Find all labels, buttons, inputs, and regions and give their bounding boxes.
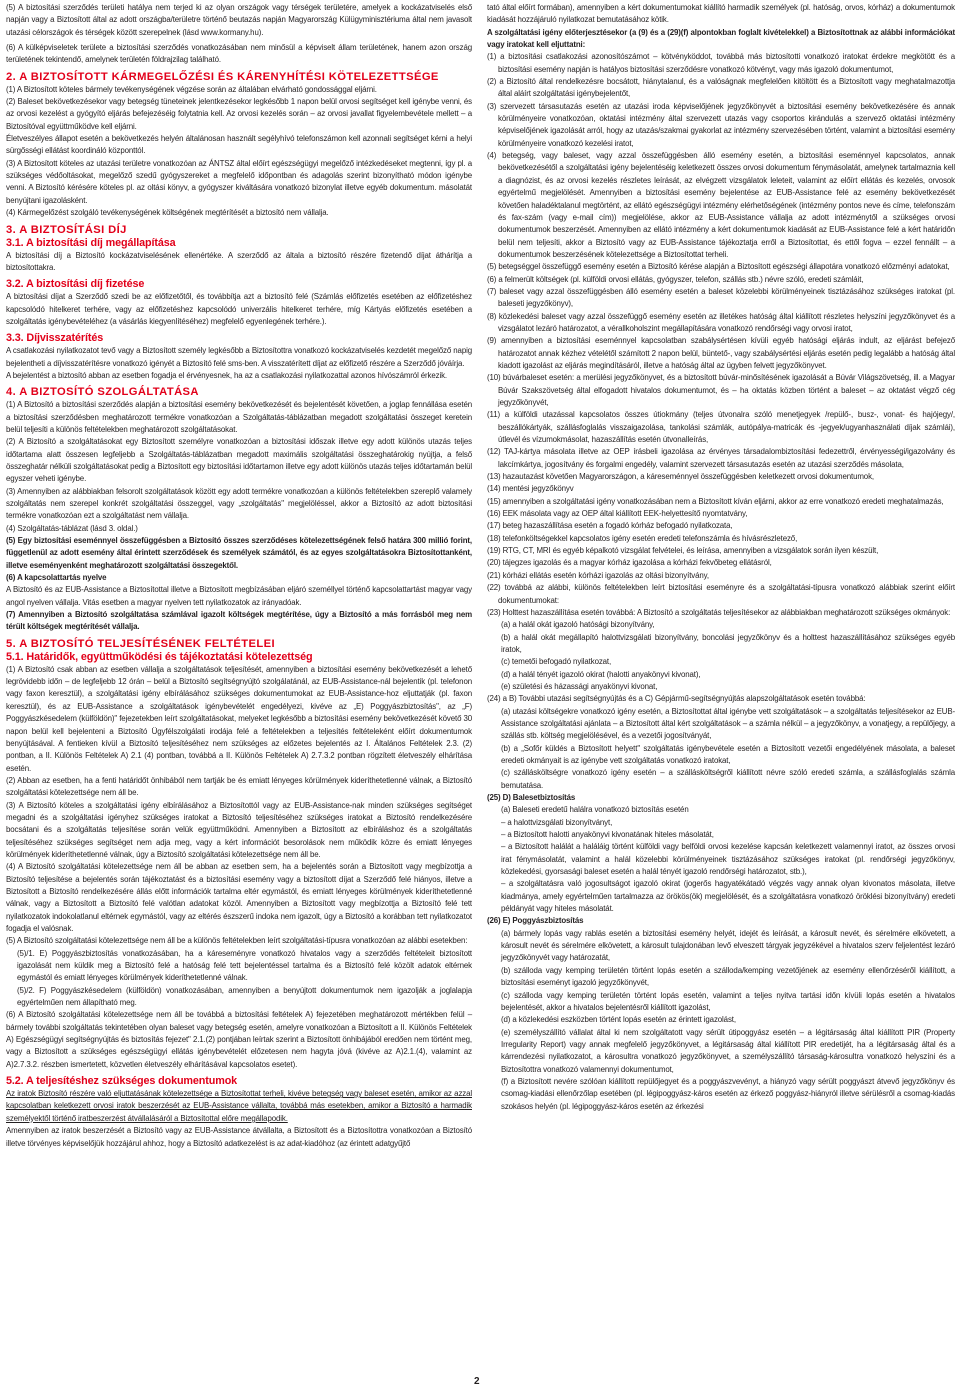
list-item: (c) szálloda vagy kemping területén történt lopás esetén, valamint a teljes nyitva tartási időn kívüli lopás esetén a hivatalos bejelentését, akkor a hivatalos bejelentésről kiállított igazolást, [501,990,955,1012]
paragraph: A Biztosító és az EUB-Assistance a Biztosítottal illetve a Biztosított megbízásában eljáró személlyel történő kapcsolattartást magyar vagy angol nyelven vállalja. Vitás esetben a magyar nyelven tett nyilatkozatok az irányadóak. [6,585,472,607]
list-item: (e) születési és házassági anyakönyvi kivonat, [501,681,658,691]
paragraph: Életveszélyes állapot esetén a bekövetkezés helyén általánosan használt segélyhívó telefonszámon kell azonnali segítséget kérni a helyi sürgősségi ellátást koordináló központtól. [6,134,472,156]
list-item: (11) a külföldi utazással kapcsolatos összes útiokmány (teljes útvonalra szóló menetjegyek /repülő-, busz-, vonat- és hajójegy/, beszállókártyák, szállásfoglalás visszaigazolása, tankolási számlák, autópálya-matricák és -jegyek/ugyanhasználati díjak számlái), útlevél és vízumokmásolat, hazaszállítás esetén útvonalleírás, [487,410,955,445]
paragraph: (1) A Biztosított köteles bármely tevékenységének végzése során az általában elvárható gondossággal eljárni. [6,84,377,94]
subsection-heading-3-2: 3.2. A biztosítási díj fizetése [6,278,145,291]
list-item: (12) TAJ-kártya másolata illetve az OEP írásbeli igazolása az érvényes társadalombiztosítási fedezettről, érvényességi/igazolvány és lakcímkártya, jogosítvány és forgalmi engedély, valamint szervezett társasutazás esetén az utazási szerződés másolata, [487,447,955,469]
list-item: (a) utazási költségekre vonatkozó igény esetén, a Biztosítottat által igénybe vett szolgáltatások – a szolgáltatás teljesítésekor az EUB-Assistance szolgáltatási ajánlata – a Biztosított által kért szolgáltatások – a számla nélkül – a jegyzőkönyv, a vonatjegy, a repülőjegy, a szállás stb. költség megjelölésével, és a vezetői jogosítványát, [501,706,955,741]
paragraph: A csatlakozási nyilatkozatot tevő vagy a Biztosított személy legkésőbb a Biztosítottra vonatkozó kockázatviselés kezdetét megelőző napig bejelentheti a díjvisszatérítésre vonatkozó igényét a Biztosító felé sms-ben. A visszatérített díjat az előfizető részére a Szerződő jóváírja. [6,346,472,368]
paragraph: A biztosítási díj a Biztosító kockázatviselésének ellenértéke. A szerződő az általa a biztosító részére fizetendő díjat áthárítja a biztosítottakra. [6,250,472,272]
paragraph: (5)/2. F) Poggyászkésedelem (külföldön) vonatkozásában, amennyiben a benyújtott dokumentumok nem igazolják a joglalapja egyértelműen nem állapítható meg. [17,985,472,1008]
section-heading-5: 5. A BIZTOSÍTÓ TELJESÍTÉSÉNEK FELTÉTELEI [6,637,275,650]
list-item: (5) betegséggel összefüggő esemény esetén a Biztosító kérése alapján a Biztosított egészségi állapotára vonatkozó előzményi adatokat, [487,262,950,272]
list-item: (21) kórházi ellátás esetén kórházi igazolás az oltási bizonyítvány, [487,570,709,580]
left-column [6,2,472,1150]
right-column [487,2,955,1113]
list-item: (22) továbbá az alábbi, különös feltételekben leírt biztosítási eseményre és a szolgáltatási-típusra vonatkozó alábbiak szerint előírt dokumentumokat: [487,583,955,605]
list-item: (b) szálloda vagy kemping területén történt lopás esetén a szálloda/kemping vezetőjének az esemény ellenőrzéséről kiállított, a biztosítási eseményt igazoló jegyzőkönyvét, [501,965,955,988]
paragraph: A bejelentést a biztosító abban az esetben fogadja el érvényesnek, ha az a csatlakozási nyilatkozattal azonos hívószámról érkezik. [6,370,448,380]
list-item: (19) RTG, CT, MRI és egyéb képalkotó vizsgálat felvételei, és leírása, amennyiben a vizsgálatok során ilyen készült, [487,546,879,556]
section-heading-4: 4. A BIZTOSÍTÓ SZOLGÁLTATÁSA [6,386,199,399]
paragraph: (3) Amennyiben az alábbiakban felsorolt szolgáltatások között egy adott termékre vonatkozóan a különös feltételekben szereplő valamely szolgáltatás nem szerepel konkrét szolgáltatási összeggel, vagy „szolgáltatás" megjelöléssel, akkor a Biztosító az adott biztosítási termékre vonatkozóan ezt a szolgáltatást nem vállalja. [6,486,472,521]
paragraph: Amennyiben az iratok beszerzését a Biztosító vagy az EUB-Assistance átvállalta, a Biztosított és a Biztosítottra vonatkozóan a Biztosító illetve törvényes képviselőjük hozzájárul ahhoz, hogy a Biztosító adatkezelést is az adat-kiadóhoz (az érintett adatgyűjtő [6,1126,472,1148]
list-item: (18) telefonköltségekkel kapcsolatos igény esetén eredeti telefonszámla és hívásrészletező, [487,533,798,543]
list-item: (1) a biztosítási csatlakozási azonosítószámot – kötvényköddot, továbbá más biztosítotti vonatkozó iratokat érdekre megkötött és a biztosítási esemény napján is hatályos biztosítási szerződésre vonatkozó kötvényt, vagy más igazoló dokumentumot, [487,52,955,74]
paragraph: (2) Abban az esetben, ha a fenti határidőt önhibából nem tartják be és emiatt lényeges körülmények kideríthetetlenné válnak, a Biztosító szolgáltatási kötelezettsége nem áll be. [6,775,472,798]
list-item: (7) baleset vagy azzal összefüggésben álló esemény esetén a baleset közelebbi körülményeinek tisztázásához szükséges iratokat (pl. baleseti jegyzőkönyv), [487,286,955,309]
list-item: (b) a halál okát megállapító halottvizsgálati bizonyítvány, boncolási jegyzőkönyv és a holttest hazaszállításához szükséges egyéb iratok, [501,632,955,654]
list-item: (8) közlekedési baleset vagy azzal összefüggő esemény esetén az illetékes hatóság által kiállított részletes helyszíni jegyzőkönyvet és a vizsgálatot lezáró határozatot, a vérallkoholszint megállapítására vonatkozó rendőrségi vagy orvosi iratot, [487,311,955,333]
list-item: (20) tájegzes igazolás és a magyar kórház igazolása a kórházi fekvőbeteg ellátásról, [487,558,772,568]
list-item: (a) a halál okát igazoló hatósági bizonyítvány, [501,620,655,630]
paragraph: (4) Kármegelőzést szolgáló tevékenységének költségének megtérítését a biztosító nem vállalja. [6,208,329,218]
section-heading-3: 3. A BIZTOSÍTÁSI DÍJ [6,223,127,236]
paragraph: (1) A Biztosító a biztosítási szerződés alapján a biztosítási esemény bekövetkezését és bejelentését követően, a joglap fennállása esetén a biztosítási szerződésben meghatározott termékre vonatkozóan a Szolgáltatás-táblázatban megadott szolgáltatási összeget keretein belül teljesíti a különös feltételekben meghatározott szolgáltatásokat. [6,400,472,434]
list-item: (c) szállásköltségre vonatkozó igény esetén – a szállásköltségről kiállított névre szóló eredeti számla, a szállásfoglalás számla bemutatása. [501,768,955,790]
list-item: (13) hazautazást követően Magyarországon, a káreseménnyel összefüggésben keletkezett orvosi dokumentumok, [487,472,874,482]
list-item: (16) EEK másolata vagy az OEP által kiállított EEK-helyettesítő nyomtatvány, [487,509,748,519]
paragraph: A szolgáltatási igény előterjesztésekor (a (9) és a (29)(f) alpontokban foglalt kivételekkel) a Biztosítottnak az alábbi információkat vagy iratokat kell eljuttatni: [487,27,955,50]
list-item: (2) a Biztosító által rendelkezésre bocsátott, hiánytalanul, és a valóságnak megfelelően kitöltött és a Biztosított vagy meghatalmazottja által aláírt szolgáltatási igénybejelentőt, [487,77,955,99]
list-item: (26) E) Poggyászbiztosítás [487,916,584,926]
list-item: (15) amennyiben a szolgáltatási igény vonatkozásában nem a Biztosított kíván eljárni, akkor az erre vonatkozó eredeti meghatalmazás, [487,496,944,506]
paragraph: (5) A Biztosító szolgáltatási kötelezettsége nem áll be a különös feltételekben leírt szolgáltatási-típusra vonatkozóan az alábbi esetekben: [6,936,468,946]
list-item: (25) D) Balesetbiztosítás [487,793,576,802]
paragraph: (6) A külképviseletek területe a biztosítási szerződés vonatkozásában nem minősül a képviselt állam területének, hanem azon ország területének tekintendő, amelynek területén földrajzilag található. [6,43,472,65]
paragraph: (3) A Biztosító köteles a szolgáltatási igény elbírálásához a Biztosítottól vagy az EUB-Assistance-nak minden szükséges segítséget megadni és a szolgáltatási igényhez szükséges iratokat a Biztosító teljesítéséhez szükséges iratokat a Biztosító rendelkezésére bocsátani és a szolgáltatás teljesítése során velük együttműködni. Amennyiben a Biztosított az elbíráláshoz és a szolgáltatás teljesítéséhez szükséges segítséget nem adja meg, vagy a kért információt besorolások nem működik közre és emiatt lényeges körülmények kideríthetetlenné válnak, úgy a Biztosító szolgáltatási kötelezettsége nem áll be. [6,800,472,859]
list-item: (c) temetői befogadó nyilatkozat, [501,657,612,667]
list-item: (d) a közlekedési eszközben történt lopás esetén az érintett igazolást, [501,1015,736,1025]
list-item: – a Biztosított halotti anyakönyvi kivonatának hiteles másolatát, [501,830,714,840]
list-item: (a) Baleseti eredetű halálra vonatkozó biztosítás esetén [501,805,689,815]
paragraph: Az iratok Biztosító részére való eljuttatásának kötelezettsége a Biztosítottat terheli, kivéve betegség vagy baleset esetén, amikor az azzal kapcsolatban keletkezett orvosi iratok beszerzését az EUB-Assistance vállalta, továbbá más esetekben, amikor a Biztosító a harmadik személyektől történő iratbeszerzést átvállalásáról a Biztosítottal előre megállapodik. [6,1089,472,1123]
list-item: (17) beteg hazaszállítása esetén a fogadó kórház befogadó nyilatkozata, [487,521,733,531]
list-item: (d) a halál tényét igazoló okirat (halotti anyakönyvi kivonat), [501,669,701,679]
paragraph: (2) Baleset bekövetkezésekor vagy betegség tüneteinek jelentkezésekor legkésőbb 1 napon belül orvosi segítséget kell igénybe venni, és az orvosi kezelést a gyógyító eljárás befejezéséig folytatnia kell. Az orvosi kezelés során – az orvosi javallat figyelembevétele mellett – a Biztosítóval együttműködve kell eljárni. [6,97,472,131]
list-item: (24) a B) További utazási segítségnyújtás és a C) Gépjármű-segítségnyújtás alapszolgáltatások esetén továbbá: [487,694,866,704]
list-item: (23) Holttest hazaszállítása esetén továbbá: A Biztosító a szolgáltatás teljesítésekor az alábbiakban meghatározott szükséges okmányok: [487,607,951,617]
paragraph: (5) Egy biztosítási eseménnyel összefüggésben a Biztosító összes szerződéses kötelezettségének felső határa 300 millió forint, függetlenül az adott esemény által érintett szerződések és személyek számától, és az egyes szolgáltatásokra Biztosítottanként, illetve eseményenként meghatározott szolgáltatási összegektől. [6,536,472,570]
paragraph: A biztosítási díjat a Szerződő szedi be az előfizetőtől, és továbbítja azt a biztosító felé (Számlás előfizetés esetében az előfizetéshez kapcsolódó hitelkeret terhére, vagy az előfizetéshez kapcsolódó univerzális hitelkeret terhére, míg Kártyás előfizetés esetében a szolgáltatás igénybevételéhez (a vásárlás kiegyenlítéséhez) megfelelő egyenlegének terhére.). [6,292,472,326]
list-item: (b) a „Sofőr küldés a Biztosított helyett" szolgáltatás igénybevétele esetén a Biztosított vezetői engedélyének másolata, a baleset eredeti okmányait is az igénybe vett szolgáltatás vonatkozó iratokat, [501,743,955,765]
section-heading-2: 2. A BIZTOSÍTOTT KÁRMEGELŐZÉSI ÉS KÁRENYHÍTÉSI KÖTELEZETTSÉGE [6,70,439,83]
list-item: – a Biztosított halálát a haláláig történt külföldi vagy belföldi orvosi kezelése kapcsán keletkezett valamennyi iratot, az összes orvosi irat fénymásolatát, valamint a halál közelebbi körülményeinek tisztázásához szükséges iratokat (pl. rendőrségi jegyzőkönyv, közlekedési, gyorsasági baleset esetén a halál tényét igazoló rendőrségi határozatot, stb.), [501,842,955,877]
paragraph: (2) A Biztosító a szolgáltatásokat egy Biztosított személyre vonatkozóan a biztosítási időszak illetve egy adott különös utazás teljes időtartama alatt összesen legfeljebb a Szolgáltatás-táblázatban megadott maximális szolgáltatási összeghatárokig nyújtja, a felső összeghatár nélküli szolgáltatásokat pedig a Biztosított egy biztosítási időtartamon illetve egy adott különös utazás teljes időtartamán belül egyszer veheti igénybe. [6,437,472,484]
paragraph: (1) A Biztosító csak abban az esetben vállalja a szolgáltatások teljesítését, amennyiben a biztosítási esemény bekövetkezését a lehető legrövidebb időn – de legfeljebb 12 órán – belül a Biztosító segítségnyújtó szolgálatánál, az EUB-Assistance-nál bejelentik (pl. telefonon vagy faxon keresztül), a szolgáltatási igény elbírálásához szükséges dokumentumokat az EUB-Assistance-hoz eljuttatják (pl. faxon keresztül), és az EUB-Assistance a szolgáltatások igénybevételét engedélyezi, kivéve az „E) Poggyászbiztosítás", az „F) Poggyászkésedelem (külföldön)" fejezetekben leírt szolgáltatásokat, melyeket legkésőbb a biztosítási esemény bekövetkezését követő 30 napon belül kell bejelenteni a Biztosító Ügyfélszolgálati irodája felé a feltételekben a teljesítés feltételeként előírt dokumentumok benyújtásával. A fentieken kívül a Biztosító teljesítéséhez nem szükséges az előzetes bejelentés az I. Általános Feltételek 2.3. (2) pontban, a II. Különös Feltételek A) 2.1 (4) pontban, továbbá a II. Különös Feltételek A) 2.7.3.2 pontban rögzített életveszély elhárítása esetén. [6,664,472,773]
paragraph: (4) Szolgáltatás-táblázat (lásd 3. oldal.) [6,523,138,533]
paragraph: (6) A Biztosító szolgáltatási kötelezettsége nem áll be továbbá a biztosítási feltételek A) fejezetében meghatározott mértékben felül – bármely további szolgáltatás tekintetében olyan baleset vagy betegség esetén, amelyre vonatkozóan a Biztosított a II. Különös Feltételek A) Egészségügyi segítségnyújtás és biztosítás fejezet" 2.1.(2) pontjában leírtak szerint a Biztosított önhibájából eredően nem történt meg, vagy a Biztosított a szükséges egészségügyi ellátás igénybevételét előzetesen nem hagyta jóvá (kivéve az A)2.1.(4), valamint az A)2.7.3.2. részben ismertetett, közvetlen életveszély elhárításával kapcsolatos esetet). [6,1010,472,1069]
paragraph: (6) A kapcsolattartás nyelve [6,573,107,583]
page-number: 2 [474,1376,480,1387]
list-item: (a) bármely lopás vagy rablás esetén a biztosítási esemény helyét, idejét és leírását, a károsult nevét, és sérelmére elkövetett, a károsult nevét és sérelmére elkövetett, a károsult tulajdonában levő elveszett tárgyak jegyzékével a hivatalos szerv feljelentést lezáró jegyzőkönyvét vagy határozatát, [501,928,955,963]
paragraph: (3) A Biztosított köteles az utazási területre vonatkozóan az ÁNTSZ által előírt egészségügyi megelőző intézkedéseket megtenni, így pl. a szükséges védőoltásokat, megelőző szedű gyógyszereket a megfelelő időpontban és adagolás szerint bizonyítható módon igénybe venni. A Biztosító kérésére köteles pl. az oltási könyv, a gyógyszer kiváltására vonatkozó bizonylat illetve egyéb dokumentum. másolatát benyújtani igazolásként. [6,158,472,205]
list-item: (3) szervezett társasutazás esetén az utazási iroda képviselőjének jegyzőkönyvét a biztosítási esemény bekövetkezésére és annak körülményeire vonatkozóan, oktatási intézmény által szervezett utazás vagy csoportos kirándulás a szervező oktatási intézmény képviselőjének igazolását arról, hogy az utazás/szakmai gyakorlat az intézmény szervezésében történt, valamint a biztosítási esemény körülményeire vonatkozó kezelési iratot, [487,101,955,148]
list-item: (6) a felmerült költségek (pl. külföldi orvosi ellátás, gyógyszer, telefon, szállás stb.) névre szóló, eredeti számláit, [487,274,864,284]
document-list [487,51,955,1113]
list-item: (e) személyszállító vállalat által ki nem szolgáltatott vagy sérült útipoggyász esetén – a légitársaság által kiállított PIR (Property Irregularity Report) vagy annak megfelelő jegyzőkönyvet, a légitársaság által kiállított PIR eredetijét, ha a légitársaság által és a kárrendezési nyilatkozatot, a károsultra vonatkozó jegyzőkönyvet, a személyszállító társaság-károsultra vonatkozó helyszíni és a Biztosítottra vonatkozó valamennyi dokumentumot, [501,1027,955,1074]
paragraph: (5)/1. E) Poggyászbiztosítás vonatkozásában, ha a káreseményre vonatkozó hivatalos vagy a szerződés feltételeit biztosított igazolását nem küldik meg a Biztosító felé a hatóság felé tett bejelentéssel tartalma és a Biztosító felé közölt adatok eltérnek egymástól és emiatt lényeges körülmények kideríthetetlenné válnak. [17,948,472,983]
paragraph: tató által előírt formában), amennyiben a kért dokumentumokat kiállító harmadik személyek (pl. hatóság, orvos, kórház) a dokumentumok kiadását hozzájáruló nyilatkozat bemutatásához kötik. [487,3,955,25]
list-item: – a halottvizsgálati bizonyítványt, [501,817,613,827]
list-item: (f) a Biztosított nevére szólóan kiállított repülőjegyet és a poggyászvevényt, a hiányzó vagy sérült poggyászt átvevő jegyzőkönyv és csomag-kiadási ellenőrzőlap esetében (pl. légipoggyász-káros esetén az érkező poggyász-hiányról illetve sérülésről a csomag-kiadás szokásos helyén (pl. légipoggyász-káros esetén az érkezési [501,1076,955,1111]
paragraph: (7) Amennyiben a Biztosító szolgáltatása számlával igazolt költségek megtérítése, úgy a Biztosító a más forrásból meg nem térült költségek megtérítését vállalja. [6,610,472,632]
list-item: (14) mentési jegyzőkönyv [487,484,574,494]
paragraph: (5) A biztosítási szerződés területi hatálya nem terjed ki az olyan országok vagy térségek területére, amelyek a kockázatviselés első napján vagy a Biztosított által az adott országba/területre történő beutazás napján Magyarország Külügyminisztériuma által nem javasolt utazási célországok és térségek között szerepelnek (lásd www.kormany.hu). [6,3,472,37]
subsection-heading-5-1: 5.1. Határidők, együttműködési és tájékoztatási kötelezettség [6,650,313,663]
subsection-heading-3-3: 3.3. Díjvisszatérítés [6,332,104,345]
list-item: (10) búvárbaleset esetén: a merülési jegyzőkönyvet, és a biztosított búvár-minősítésének igazolását a Búvár Világszövetség, ill. a Magyar Búvár Szakszövetség által elfogadott hivatalos dokumentumot, és – ha oktatás közben történt a baleset – az oktatást végző cég jegyzőkönyvét, [487,373,955,407]
list-item: – a szolgáltatásra való jogosultságot igazoló okirat (jogerős hagyatékátadó végzés vagy annak olyan kivonatos másolata, illetve kiadmánya, amely egyértelműen tartalmazza az örökös(ök) megjelölését, és a szolgáltatásra vonatkozó öröklési bizonyítvány) eredeti példányát vagy hiteles másolatát. [501,879,955,914]
subsection-heading-3-1: 3.1. A biztosítási díj megállapítása [6,236,176,249]
subsection-heading-5-2: 5.2. A teljesítéshez szükséges dokumentumok [6,1075,238,1088]
list-item: (9) amennyiben a biztosítási eseménnyel kapcsolatban szabálysértésen kívüli egyéb hatósági eljárás indult, az eljárást befejező határozatot annak kézhez vételétől számított 2 napon belül, büntető-, vagy szabálysértési eljárás esetén pedig legalább a hatóság által kiadott igazolást az eljárás megindításáról, illetve a hatóság által az ügyben felvett jegyzőkönyvet. [487,336,955,370]
list-item: (4) betegség, vagy baleset, vagy azzal összefüggésben álló esemény esetén, a biztosítási eseménnyel kapcsolatos, annak bekövetkezésétől a szolgáltatási igény bejelentéséig keletkezett összes orvosi dokumentum fénymásolatát, amelynek tartalmaznia kell a diagnózist, és az orvosi kezelés részletes leírását, az elvégzett vizsgálatok leleteit, valamint az előírt ellátás és kezelés, orvosok egyértelmű megjelölését. Amennyiben a biztosítási esemény bejelentése az EUB-Assistance felé az esemény bekövetkezését követően haladéktalanul megtörtént, az ellátó egészségügyi intézmény elérhetőségének (intézmény pontos neve és címe, telefonszám és fax-szám (vagy e-mail cím)) megjelölése, akkor az EUB-Assistance vállalja az adott intézménytől a szükséges orvosi dokumentumok beszerzését. Amennyiben az ellátó intézmény a kért dokumentumok kiadását az EUB-Assistance felé a kért határidőn belül nem teljesíti, akkor a Biztosító vagy az EUB-Assistance tájékoztatja erről a Biztosítottat, és ettől fogva – ezzel fennállt – a dokumentumok beszerzésének kötelezettsége a Biztosítottat terheli. [487,151,955,259]
paragraph: (4) A Biztosító szolgáltatási kötelezettsége nem áll be abban az esetben sem, ha a bejelentés során a Biztosított vagy megbízottja a Biztosító teljesítése a bejelentés során tájékoztatást és a biztosítási esemény vagy a biztosított díjat a Szerződő felé hiányos, illetve a Biztosított a Biztosító rendelkezésére állás előtt információk tartalma eltér egymástól, és emiatt lényeges körülmények kideríthetetlenné válnak, vagy a Biztosított a Biztosító felé valótlan adatokat közöl. Amennyiben a Biztosított vagy megbízottja a Biztosító felé tett nyilatkozatok indokolatlanul eltérnek egymástól, vagy az eltérés észszerű indoka nem igazolt, úgy a Biztosító a korábban tett nyilatkozatot fogadja el valósnak. [6,862,472,933]
